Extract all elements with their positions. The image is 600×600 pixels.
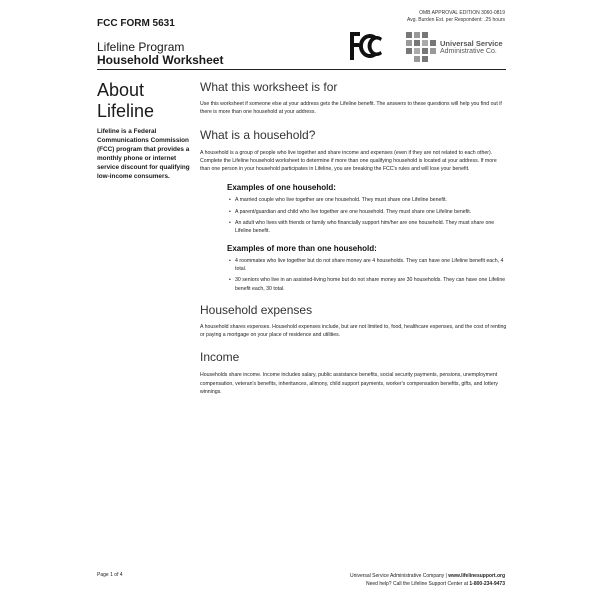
list-item: • A married couple who live together are one household. They must share one Lifeline benefit. <box>229 196 508 204</box>
lifeline-website-link[interactable]: www.lifelinesupport.org <box>448 573 505 579</box>
omb-approval <box>407 10 505 24</box>
support-phone-link[interactable]: 1-800-234-9473 <box>469 581 505 587</box>
purpose-heading: What this worksheet is for <box>200 80 338 94</box>
footer-org: Universal Service Administrative Company | <box>349 573 449 579</box>
multi-household-heading: Examples of more than one household: <box>227 243 377 253</box>
expenses-text: A household shares expenses. Household expenses include, but are not limited to, food, healthcare expenses, and the cost of renting or paying a mortgage on your place of residence and utilities. <box>200 323 507 339</box>
usac-name-line1: Universal Service <box>440 39 503 48</box>
sidebar-heading: About Lifeline <box>97 80 155 121</box>
income-heading: Income <box>200 350 240 365</box>
list-item: • 4 roommates who live together but do not share money are 4 households. They can have one Lifeline benefit each, 4 total. <box>229 257 508 274</box>
income-text: Households share income. Income includes salary, public assistance benefits, social security payments, pensions, unemployment compensation, veteran's benefits, inheritances, alimony, child support payments, worker's compensation benefits, gifts, and lottery winnings. <box>200 372 499 396</box>
usac-logo <box>404 30 508 64</box>
household-heading: What is a household? <box>200 127 316 142</box>
burden-estimate-line: Avg. Burden Est. per Respondent: .25 hours <box>406 17 505 23</box>
multi-household-list <box>229 257 508 293</box>
program-title: Lifeline Program <box>97 40 185 54</box>
one-household-list <box>229 196 508 235</box>
header-divider <box>97 69 506 70</box>
form-number: FCC FORM 5631 <box>97 18 175 29</box>
main-content <box>200 80 508 396</box>
expenses-heading: Household expenses <box>200 302 313 317</box>
page-number: Page 1 of 4 <box>97 572 123 578</box>
usac-name-line2: Administrative Co. <box>440 48 497 55</box>
fcc-logo <box>349 30 383 62</box>
list-item: • An adult who lives with friends or family who financially support him/her are one household. They must share one Lifeline benefit. <box>229 219 508 236</box>
footer-help-text: Need help? Call the Lifeline Support Center at <box>366 581 470 587</box>
omb-approval-line: OMB APPROVAL EDITION 3060-0819 <box>419 10 505 16</box>
household-text: A household is a group of people who live together and share income and expenses (even if they are not related to each other). Complete the Lifeline household worksheet to determine if more than one qualifying household is located at your address. If more than one person in your household participates in Lifeline, you are breaking the FCC's rules and will lose your benefit. <box>200 149 497 173</box>
one-household-heading: Examples of one household: <box>227 183 336 193</box>
list-item: • 30 seniors who live in an assisted-living home but do not share money are 30 households. They can have one Lifeline benefit each, 30 total. <box>229 276 508 293</box>
usac-mark-icon <box>404 30 438 64</box>
list-item: • A parent/guardian and child who live together are one household. They must share one Lifeline benefit. <box>229 208 508 216</box>
worksheet-title: Household Worksheet <box>97 53 224 67</box>
purpose-text: Use this worksheet if someone else at your address gets the Lifeline benefit. The answers to these questions will help you find out if there is more than one household at your address. <box>200 101 502 116</box>
footer-contact <box>350 572 505 588</box>
sidebar-description: Lifeline is a Federal Communications Commission (FCC) program that provides a monthly phone or internet service discount for qualifying low-income consumers. <box>97 128 190 180</box>
